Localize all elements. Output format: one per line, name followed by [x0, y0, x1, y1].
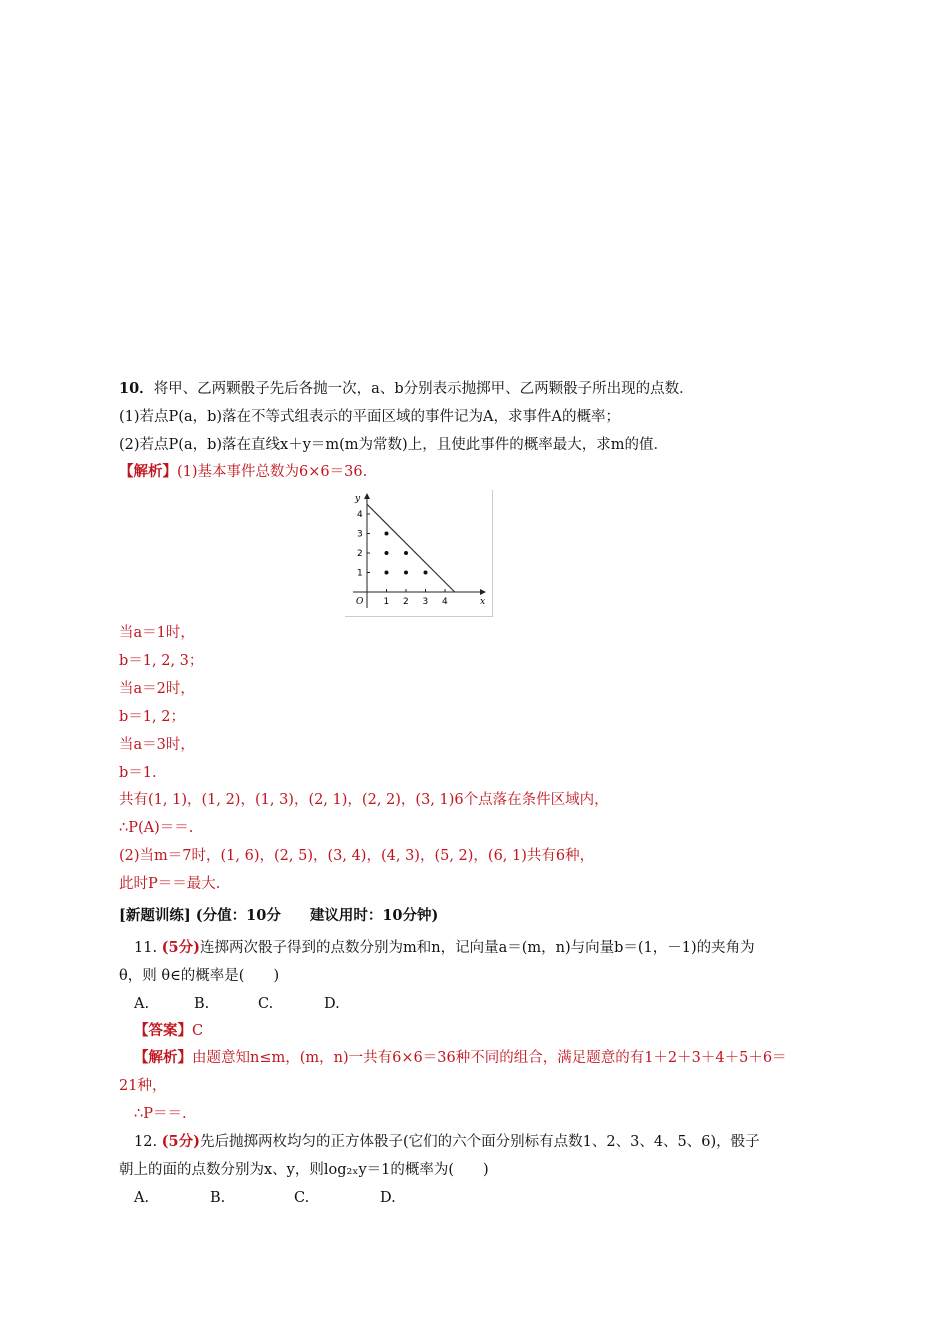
q12-stem-line2: 朝上的面的点数分别为x、y，则log₂ₓy＝1的概率为( )	[119, 1162, 489, 1178]
q12-option-d: D.	[380, 1190, 396, 1206]
sol-line-8: ∴P(A)＝＝.	[119, 820, 194, 836]
q12-option-c: C.	[294, 1190, 310, 1206]
q11-solution-tag: 【解析】	[134, 1049, 192, 1066]
y-tick-label: 2	[357, 549, 363, 559]
section-header	[119, 906, 438, 926]
q11-score: (5分)	[161, 939, 200, 956]
sol-line-9: (2)当m＝7时，(1, 6)，(2, 5)，(3, 4)，(4, 3)，(5, 2)，(6, 1)共有6种，	[119, 848, 595, 864]
section-meta: (分值：10分 建议用时：10分钟)	[195, 907, 439, 924]
lattice-point	[404, 551, 408, 555]
q11-solution-text1: 由题意知n≤m，(m，n)一共有6×6＝36种不同的组合，满足题意的有1＋2＋3＋4＋5＋6＝	[192, 1050, 787, 1066]
q10-solution-tag: 【解析】	[119, 463, 177, 480]
q12-option-b: B.	[210, 1190, 226, 1206]
q11-answer-value: C	[192, 1023, 204, 1039]
q10-part1: (1)若点P(a，b)落在不等式组表示的平面区域的事件记为A，求事件A的概率；	[119, 409, 620, 425]
sol-line-6: b＝1.	[119, 765, 157, 781]
lattice-point	[404, 571, 408, 575]
x-tick-label: 1	[383, 597, 390, 607]
boundary-line	[367, 504, 455, 592]
q10-number: 10．	[119, 380, 154, 397]
q10-part2: (2)若点P(a，b)落在直线x＋y＝m(m为常数)上，且使此事件的概率最大，求m的值．	[119, 437, 668, 453]
q11-stem-text1: 连掷两次骰子得到的点数分别为m和n，记向量a＝(m，n)与向量b＝(1，－1)的夹角为	[199, 940, 755, 956]
sol-line-5: 当a＝3时，	[119, 737, 195, 753]
q11-number: 11.	[134, 940, 158, 956]
y-tick-label: 3	[357, 529, 363, 540]
q11-option-a: A.	[134, 996, 150, 1012]
origin-label: O	[356, 597, 364, 607]
q11-option-d: D.	[324, 996, 340, 1012]
q12-number: 12.	[134, 1134, 158, 1150]
q10-solution-head	[119, 462, 367, 482]
sol-line-3: 当a＝2时，	[119, 681, 195, 697]
q11-solution-line1	[134, 1048, 787, 1068]
q11-solution-line2: 21种，	[119, 1078, 167, 1094]
sol-line-10: 此时P＝＝最大.	[119, 876, 221, 892]
x-axis-label: x	[480, 597, 486, 607]
q11-stem-line1	[134, 938, 755, 958]
lattice-point	[385, 532, 389, 536]
region-graph	[345, 490, 492, 616]
y-tick-label: 4	[357, 510, 363, 520]
q12-stem-text1: 先后抛掷两枚均匀的正方体骰子(它们的六个面分别标有点数1、2、3、4、5、6)，骰子	[199, 1134, 760, 1150]
x-tick-label: 4	[442, 597, 448, 607]
lattice-point	[385, 551, 389, 555]
section-title: [新题训练]	[119, 907, 191, 924]
sol-line-7: 共有(1, 1)，(1, 2)，(1, 3)，(2, 1)，(2, 2)，(3, 1)6个点落在条件区域内，	[119, 792, 609, 808]
q11-option-c: C.	[258, 996, 274, 1012]
sol-line-4: b＝1, 2；	[119, 709, 185, 725]
x-tick-label: 3	[422, 597, 429, 607]
q11-answer	[134, 1021, 203, 1041]
y-axis-label: y	[355, 494, 361, 504]
sol-line-1: 当a＝1时，	[119, 625, 195, 641]
q11-stem-line2: θ，则 θ∈的概率是( )	[119, 968, 280, 984]
q11-answer-tag: 【答案】	[134, 1022, 192, 1039]
q12-options	[134, 1188, 396, 1208]
sol-line-2: b＝1, 2, 3；	[119, 653, 204, 669]
q10-stem-text: 将甲、乙两颗骰子先后各抛一次，a、b分别表示抛掷甲、乙两颗骰子所出现的点数．	[153, 381, 694, 397]
q12-option-a: A.	[134, 1190, 150, 1206]
q12-score: (5分)	[161, 1133, 200, 1150]
q10-solution-line1: (1)基本事件总数为6×6＝36.	[177, 464, 368, 480]
q12-stem-line1	[134, 1132, 760, 1152]
x-tick-label: 2	[403, 597, 409, 607]
lattice-point	[385, 571, 389, 575]
q11-options	[134, 994, 340, 1014]
region-figure	[345, 490, 493, 617]
q10-stem	[119, 379, 694, 399]
q11-solution-line3: ∴P＝＝.	[134, 1106, 187, 1122]
y-tick-label: 1	[357, 568, 363, 579]
lattice-point	[424, 571, 428, 575]
q11-option-b: B.	[194, 996, 210, 1012]
